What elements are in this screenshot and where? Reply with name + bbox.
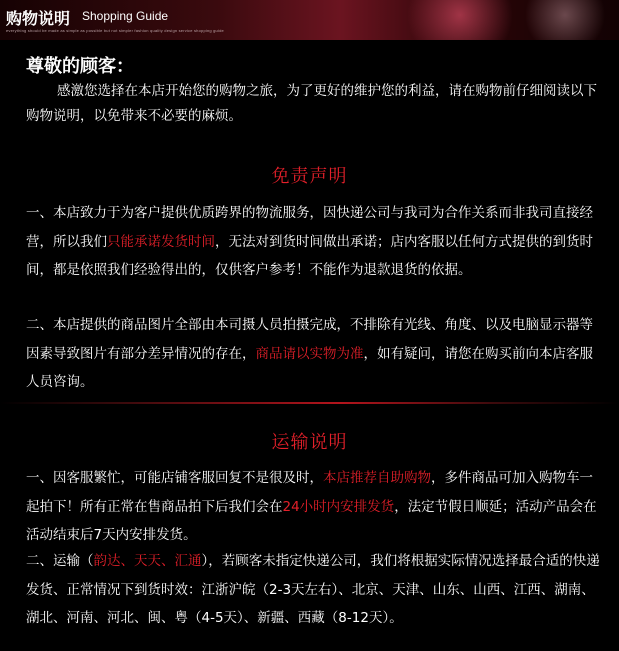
text-segment: ，法定节假日顺延；活动产品会在活动结束后7天内安排发货。 [26, 498, 597, 543]
text-segment: 二、运输（ [26, 553, 94, 569]
shipping-paragraph-2 [26, 547, 600, 633]
highlight-self-service: 本店推荐自助购物 [323, 470, 431, 486]
highlight-ship-time: 只能承诺发货时间 [107, 233, 215, 250]
disclaimer-paragraph-1 [26, 199, 600, 285]
text-segment: 一、因客服繁忙，可能店铺客服回复不是很及时， [26, 470, 323, 486]
banner-subtitle: Shopping Guide [82, 9, 169, 23]
intro-paragraph: 感激您选择在本店开始您的购物之旅，为了更好的维护您的利益，请在购物前仔细阅读以下购物说明，以免带来不必要的麻烦。 [26, 83, 597, 124]
banner-glow [400, 0, 520, 40]
text-segment: 一、本店致力于为客户提供优质跨界的物流服务，因快递公司与我司为合作关系而非我司直接经营，所以我们 [26, 205, 593, 250]
shipping-paragraph-1 [26, 464, 600, 550]
section-divider [0, 402, 619, 404]
disclaimer-paragraph-2 [26, 311, 600, 397]
shipping-title: 运输说明 [271, 432, 348, 453]
banner-fine-print: everything should be made as simple as possible but not simpler fashion quality design service shopping guide [6, 28, 224, 33]
text-segment: 二、本店提供的商品图片全部由本司摄人员拍摄完成，不排除有光线、角度、以及电脑显示器等因素导致图片有部分差异情况的存在， [26, 317, 593, 362]
greeting-heading: 尊敬的顾客： [26, 56, 134, 77]
text-segment: ，多件商品可加入购物车一起拍下！所有正常在售商品拍下后我们会在 [26, 470, 593, 515]
banner-title: 购物说明 [6, 9, 71, 28]
highlight-actual-product: 商品请以实物为准 [255, 345, 364, 362]
highlight-24h-dispatch: 24小时内安排发货 [282, 498, 395, 515]
highlight-couriers: 韵达、天天、汇通 [93, 553, 202, 569]
text-segment: ，无法对到货时间做出承诺；店内客服以任何方式提供的到货时间，都是依照我们经验得出的，仅供客户参考！不能作为退款退货的依据。 [26, 233, 593, 278]
header-banner [0, 0, 619, 40]
text-segment: ，如有疑问，请您在购买前向本店客服人员咨询。 [26, 345, 593, 390]
disclaimer-title: 免责声明 [271, 166, 348, 187]
text-segment: ），若顾客未指定快递公司，我们将根据实际情况选择最合适的快递发货、正常情况下到货时效：江浙沪皖（2-3天左右）、北京、天津、山东、山西、江西、湖南、湖北、河南、河北、闽、粤（4-5天）、新疆、西藏（8-12天）。 [26, 553, 600, 626]
banner-glow [520, 0, 610, 40]
